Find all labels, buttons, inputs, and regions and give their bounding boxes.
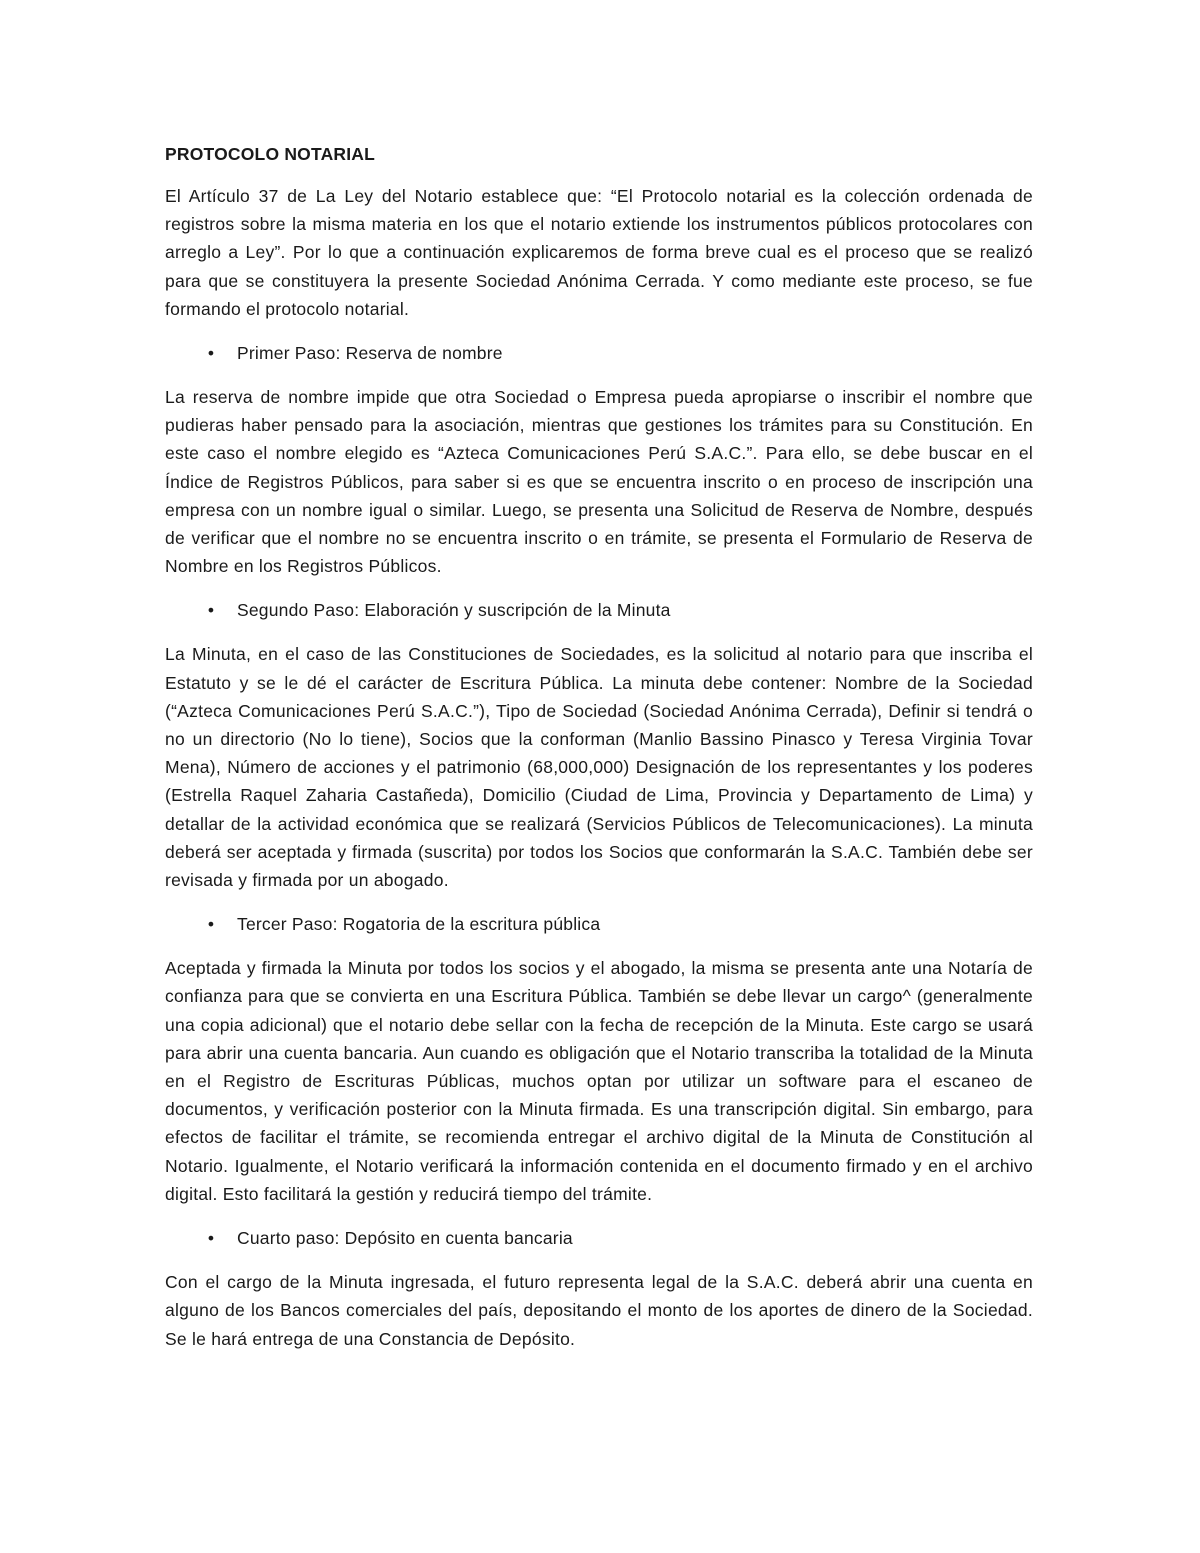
- step-2-heading: [165, 596, 1033, 624]
- bullet-icon: •: [207, 1228, 215, 1249]
- step-4-heading-text: Cuarto paso: Depósito en cuenta bancaria: [237, 1228, 573, 1249]
- step-2-paragraph: La Minuta, en el caso de las Constituciones de Sociedades, es la solicitud al notario para que inscriba el Estatuto y se le dé el carácter de Escritura Pública. La minuta debe contener: Nombre de la Sociedad (“Azteca Comunicaciones Perú S.A.C.”), Tipo de Sociedad (Sociedad Anónima Cerrada), Definir si tendrá o no un directorio (No lo tiene), Socios que la conforman (Manlio Bassino Pinasco y Teresa Virginia Tovar Mena), Número de acciones y el patrimonio (68,000,000) Designación de los representantes y los poderes (Estrella Raquel Zaharia Castañeda), Domicilio (Ciudad de Lima, Provincia y Departamento de Lima) y detallar de la actividad económica que se realizará (Servicios Públicos de Telecomunicaciones). La minuta deberá ser aceptada y firmada (suscrita) por todos los Socios que conformarán la S.A.C. También debe ser revisada y firmada por un abogado.: [165, 644, 1033, 891]
- bullet-icon: •: [207, 343, 215, 364]
- bullet-icon: •: [207, 600, 215, 621]
- bullet-icon: •: [207, 914, 215, 935]
- document-title: PROTOCOLO NOTARIAL: [165, 144, 376, 164]
- step-3-heading: [165, 910, 1033, 938]
- step-4-heading: [165, 1224, 1033, 1252]
- intro-paragraph: El Artículo 37 de La Ley del Notario establece que: “El Protocolo notarial es la colección ordenada de registros sobre la misma materia en los que el notario extiende los instrumentos públicos protocolares con arreglo a Ley”. Por lo que a continuación explicaremos de forma breve cual es el proceso que se realizó para que se constituyera la presente Sociedad Anónima Cerrada. Y como mediante este proceso, se fue formando el protocolo notarial.: [165, 186, 1033, 319]
- step-1-heading-text: Primer Paso: Reserva de nombre: [237, 343, 503, 364]
- step-3-heading-text: Tercer Paso: Rogatoria de la escritura pública: [237, 914, 601, 935]
- step-1-heading: [165, 339, 1033, 367]
- step-2-heading-text: Segundo Paso: Elaboración y suscripción de la Minuta: [237, 600, 671, 621]
- document-page: [165, 140, 1033, 1369]
- step-1-paragraph: La reserva de nombre impide que otra Sociedad o Empresa pueda apropiarse o inscribir el nombre que pudieras haber pensado para la asociación, mientras que gestiones los trámites para su Constitución. En este caso el nombre elegido es “Azteca Comunicaciones Perú S.A.C.”. Para ello, se debe buscar en el Índice de Registros Públicos, para saber si es que se encuentra inscrito o en proceso de inscripción una empresa con un nombre igual o similar. Luego, se presenta una Solicitud de Reserva de Nombre, después de verificar que el nombre no se encuentra inscrito o en trámite, se presenta el Formulario de Reserva de Nombre en los Registros Públicos.: [165, 387, 1033, 577]
- step-4-paragraph: Con el cargo de la Minuta ingresada, el futuro representa legal de la S.A.C. deberá abrir una cuenta en alguno de los Bancos comerciales del país, depositando el monto de los aportes de dinero de la Sociedad. Se le hará entrega de una Constancia de Depósito.: [165, 1272, 1033, 1349]
- step-3-paragraph: Aceptada y firmada la Minuta por todos los socios y el abogado, la misma se presenta ante una Notaría de confianza para que se convierta en una Escritura Pública. También se debe llevar un cargo^ (generalmente una copia adicional) que el notario debe sellar con la fecha de recepción de la Minuta. Este cargo se usará para abrir una cuenta bancaria. Aun cuando es obligación que el Notario transcriba la totalidad de la Minuta en el Registro de Escrituras Públicas, muchos optan por utilizar un software para el escaneo de documentos, y verificación posterior con la Minuta firmada. Es una transcripción digital. Sin embargo, para efectos de facilitar el trámite, se recomienda entregar el archivo digital de la Minuta de Constitución al Notario. Igualmente, el Notario verificará la información contenida en el documento firmado y en el archivo digital. Esto facilitará la gestión y reducirá tiempo del trámite.: [165, 958, 1033, 1204]
